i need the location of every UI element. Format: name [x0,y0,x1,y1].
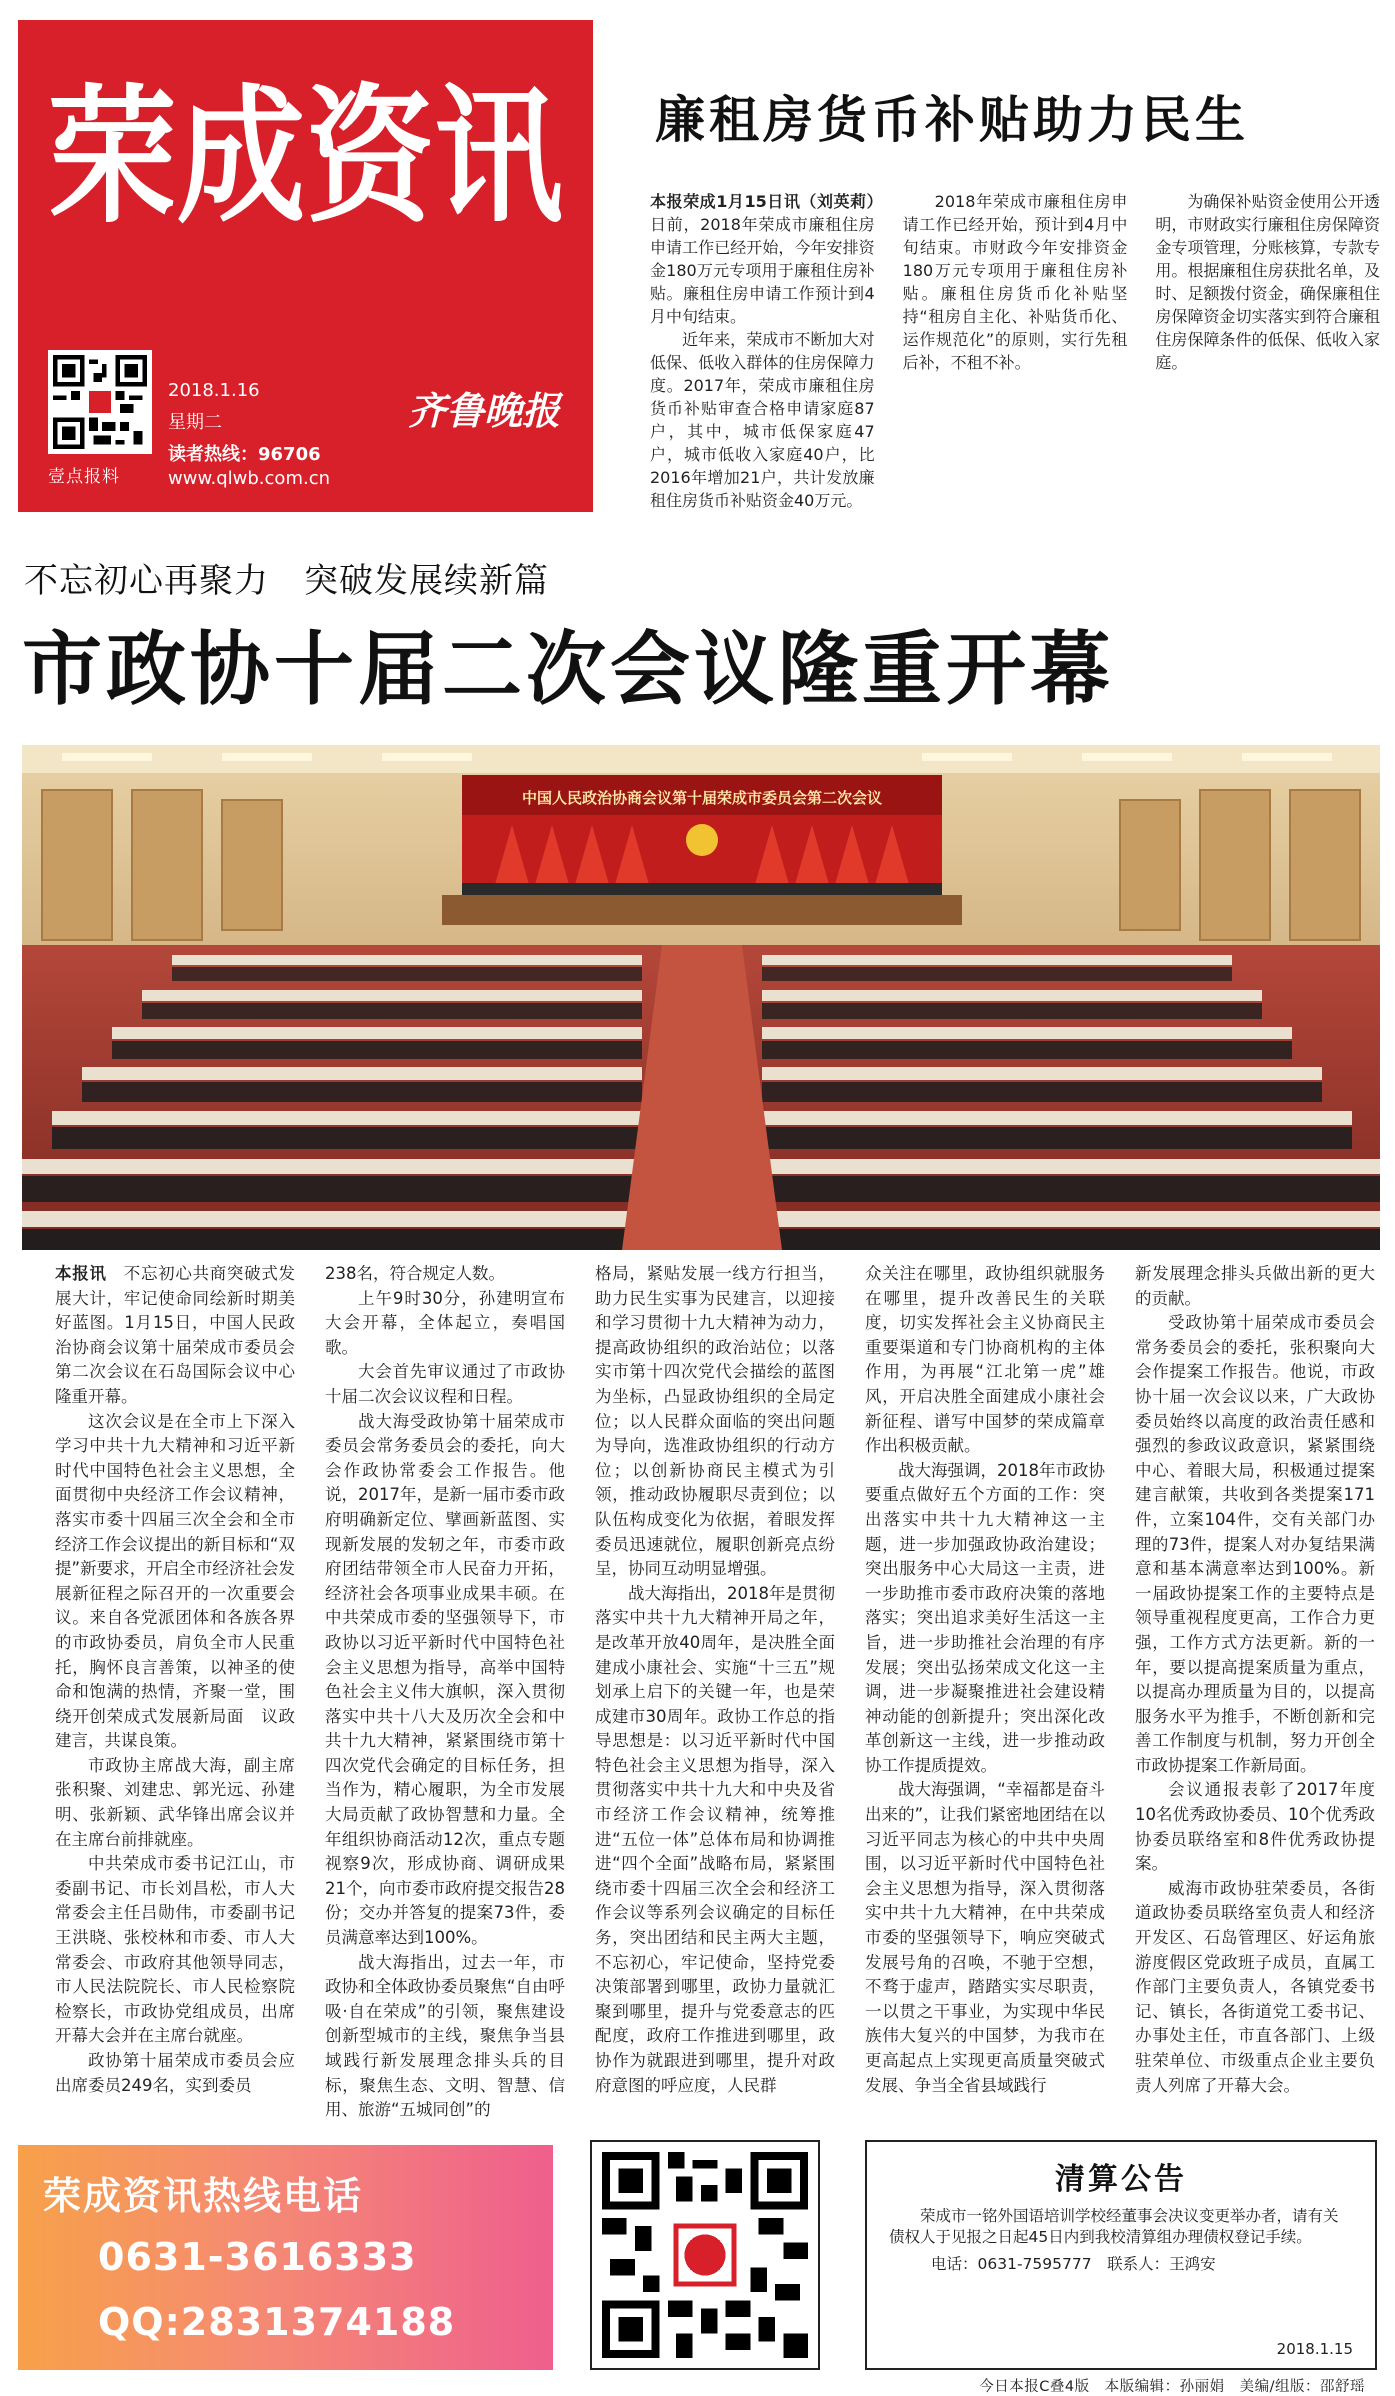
top-story-byline: 本报荣成1月15日讯（刘英莉） [650,192,875,211]
top-story-paragraph: 为确保补贴资金使用公开透明，市财政实行廉租住房保障资金专项管理，分账核算，专款专用。根据廉租住房获批名单，及时、足额拨付资金，确保廉租住房保障资金切实落实到符合廉租住房保障条件的低保、低收入家庭。 [1155,192,1381,372]
article-column-4 [865,1262,1105,2122]
article-paragraph: 战大海指出，2018年是贯彻落实中共十九大精神开局之年，是改革开放40周年，是决胜全面建成小康社会、实施“十三五”规划承上启下的关键一年，也是荣成建市30周年。政协工作总的指导思想是：以习近平新时代中国特色社会主义思想为指导，深入贯彻落实中共十九大和中央及省市经济工作会议精神，统筹推进“五位一体”总体布局和协调推进“四个全面”战略布局，紧紧围绕市委十四届三次全会和经济工作会议等系列会议确定的目标任务，突出团结和民主两大主题，不忘初心，牢记使命，坚持党委决策部署到哪里，政协力量就汇聚到哪里，提升与党委意志的匹配度，政府工作推进到哪里，政协作为就跟进到哪里，提升对政府意图的呼应度，人民群 [595,1583,835,2095]
hotline-phone-number[interactable]: 0631-3616333 [98,2235,417,2279]
article-paragraph: 大会首先审议通过了市政协十届二次会议议程和日程。 [325,1362,565,1406]
logo-main-text: 荣成资讯 [48,71,563,243]
newspaper-brand: 齐鲁晚报 [408,388,561,433]
article-paragraph: 238名，符合规定人数。 [325,1264,505,1283]
qr-code-icon [53,355,147,449]
notice-contact: 电话：0631-7595777 联系人：王鸿安 [931,2255,1216,2273]
article-paragraph: 战大海强调，“幸福都是奋斗出来的”，让我们紧密地团结在以习近平同志为核心的中共中央周围，以习近平新时代中国特色社会主义思想为指导，深入贯彻落实中共十九大精神，在中共荣成市委的坚强领导下，响应突破式发展号角的召唤，不驰于空想，不骛于虚声，踏踏实实尽职责，一以贯之干事业，为实现中华民族伟大复兴的中国梦，为我市在更高起点上实现更高质量突破式发展、争当全省县域践行 [865,1780,1105,2095]
article-paragraph: 中共荣成市委书记江山，市委副书记、市长刘昌松，市人大常委会主任吕勋伟，市委副书记王洪晓、张校林和市委、市人大常委会、市政府其他领导同志，市人民法院院长、市人民检察院检察长，市政协党组成员，出席开幕大会并在主席台就座。 [55,1854,295,2046]
main-story-kicker: 不忘初心再聚力 突破发展续新篇 [24,561,549,601]
article-paragraph: 会议通报表彰了2017年度10名优秀政协委员、10个优秀政协委员联络室和8件优秀政协提案。 [1135,1780,1375,1874]
article-paragraph: 众关注在哪里，政协组织就服务在哪里，提升改善民生的关联度，切实发挥社会主义协商民主重要渠道和专门协商机构的主体作用，为再展“江北第一虎”雄风，开启决胜全面建成小康社会新征程、谱写中国梦的荣成篇章作出积极贡献。 [865,1264,1105,1456]
top-story-column-1 [650,190,875,510]
masthead [18,20,593,512]
top-story-column-2 [903,190,1128,500]
logo-graphic [48,58,568,248]
article-paragraph: 战大海强调，2018年市政协要重点做好五个方面的工作：突出落实中共十九大精神这一主题，进一步加强政协政治建设；突出服务中心大局这一主责，进一步助推市委市政府决策的落地落实；突出追求美好生活这一主旨，进一步助推社会治理的有序发展；突出弘扬荣成文化这一主调，进一步凝聚推进社会建设精神动能的创新提升；突出深化改革创新这一主线，进一步推动政协工作提质提效。 [865,1460,1105,1775]
hotline-advertisement [18,2145,553,2370]
qr-code-box[interactable] [590,2140,820,2370]
conference-hall-photo [22,745,1380,1250]
issue-date: 2018.1.16 [168,380,260,401]
issue-weekday: 星期二 [168,412,222,433]
article-byline: 本报讯 [55,1264,107,1283]
masthead-info [48,350,563,500]
article-paragraph: 市政协主席战大海，副主席张积聚、刘建忠、郭光远、孙建明、张新颖、武华锋出席会议并在主席台前排就座。 [55,1755,295,1849]
website-link[interactable]: www.qlwb.com.cn [168,468,330,489]
article-column-5 [1135,1262,1375,2122]
top-story-paragraph: 2018年荣成市廉租住房申请工作已经开始，预计到4月中旬结束。市财政今年安排资金180万元专项用于廉租住房补贴。廉租住房货币化补贴坚持“租房自主化、补贴货币化、运作规范化”的原则，实行先租后补，不租不补。 [902,192,1128,372]
main-story-body [55,1262,1375,2122]
reader-hotline: 读者热线：96706 [168,444,321,465]
conference-photo-illustration [22,745,1380,1250]
qr-code-icon [602,2152,808,2358]
article-column-2 [325,1262,565,2122]
notice-date: 2018.1.15 [1276,2340,1353,2358]
top-story-headline: 廉租房货币补贴助力民生 [655,91,1249,149]
top-story-paragraph: 近年来，荣成市不断加大对低保、低收入群体的住房保障力度。2017年，荣成市廉租住房货币补贴审查合格申请家庭87户，其中，城市低保家庭47户，城市低收入家庭40户，比2016年增加21户，共计发放廉租住房货币补贴资金40万元。 [650,330,875,510]
article-paragraph: 格局，紧贴发展一线方行担当，助力民生实事为民建言，以迎接和学习贯彻十九大精神为动力，提高政协组织的政治站位；以落实市第十四次党代会描绘的蓝图为坐标，凸显政协组织的全局定位；以人民群众面临的突出问题为导向，选准政协组织的行动方位；以创新协商民主模式为引领，推动政协履职尽责到位；以队伍构成变化为依据，着眼发挥委员迅速就位，履职创新亮点纷呈，协同互动明显增强。 [595,1264,835,1579]
top-story-paragraph: 日前，2018年荣成市廉租住房申请工作已经开始，今年安排资金180万元专项用于廉租住房补贴。廉租住房申请工作预计到4月中旬结束。 [650,215,875,326]
article-lead [55,1262,295,1410]
article-paragraph: 不忘初心共商突破式发展大计，牢记使命同绘新时期美好蓝图。1月15日，中国人民政治协商会议第十届荣成市委员会第二次会议在石岛国际会议中心隆重开幕。 [55,1264,296,1406]
notice-body: 荣成市一铭外国语培训学校经董事会决议变更举办者，请有关债权人于见报之日起45日内到我校清算组办理债权登记手续。 [889,2207,1339,2246]
article-column-1 [55,1262,295,2122]
hotline-qq-number[interactable]: QQ:2831374188 [98,2300,456,2344]
page-footer-credits: 今日本报C叠4版 本版编辑：孙丽娟 美编/组版：邵舒瑶 [979,2379,1365,2395]
main-story-headline: 市政协十届二次会议隆重开幕 [22,623,1114,716]
top-story-column-3 [1155,190,1380,500]
top-story-lead [650,190,875,328]
article-paragraph: 新发展理念排头兵做出新的更大的贡献。 [1135,1264,1375,1308]
notice-title: 清算公告 [1055,2162,1187,2197]
article-paragraph: 威海市政协驻荣委员，各街道政协委员联络室负责人和经济开发区、石岛管理区、好运角旅游度假区党政班子成员，直属工作部门主要负责人，各镇党委书记、镇长，各街道党工委书记、办事处主任，市直各部门、上级驻荣单位、市级重点企业主要负责人列席了开幕大会。 [1135,1878,1375,2095]
article-paragraph: 政协第十届荣成市委员会应出席委员249名，实到委员 [55,2051,295,2095]
liquidation-notice [865,2140,1377,2370]
masthead-logo [48,58,568,248]
article-column-3 [595,1262,835,2122]
hotline-title: 荣成资讯热线电话 [43,2174,364,2218]
top-story-body [650,190,1381,510]
article-paragraph: 上午9时30分，孙建明宣布大会开幕，全体起立，奏唱国歌。 [325,1288,565,1357]
article-paragraph: 受政协第十届荣成市委员会常务委员会的委托，张积聚向大会作提案工作报告。他说，市政协十届一次会议以来，广大政协委员始终以高度的政治责任感和强烈的参政议政意识，紧紧围绕中心、着眼大局，积极通过提案建言献策，共收到各类提案171件，立案104件，交有关部门办理的73件，提案人对办复结果满意和基本满意率达到100%。新一届政协提案工作的主要特点是领导重视程度更高，工作合力更强，工作方式方法更新。新的一年，要以提高提案质量为重点，以提高办理质量为目的，以提高服务水平为推手，不断创新和完善工作制度与机制，努力开创全市政协提案工作新局面。 [1135,1313,1375,1775]
masthead-qr-code[interactable] [48,350,152,454]
qr-caption: 壹点报料 [48,467,120,487]
article-paragraph: 这次会议是在全市上下深入学习中共十九大精神和习近平新时代中国特色社会主义思想，全面贯彻中央经济工作会议精神，落实市委十四届三次全会和全市经济工作会议提出的新目标和“双提”新要求，开启全市经济社会发展新征程之际召开的一次重要会议。来自各党派团体和各族各界的市政协委员，肩负全市人民重托，胸怀良言善策，以神圣的使命和饱满的热情，齐聚一堂，围绕开创荣成式发展新局面 议政建言，共谋良策。 [55,1411,295,1751]
photo-banner-text: 中国人民政治协商会议第十届荣成市委员会第二次会议 [521,789,883,807]
article-paragraph: 战大海指出，过去一年，市政协和全体政协委员聚焦“自由呼吸·自在荣成”的引领，聚焦建设创新型城市的主线，聚焦争当县域践行新发展理念排头兵的目标，聚焦生态、文明、智慧、信用、旅游“五城同创”的 [325,1952,565,2120]
article-paragraph: 战大海受政协第十届荣成市委员会常务委员会的委托，向大会作政协常委会工作报告。他说，2017年，是新一届市委市政府明确新定位、擘画新蓝图、实现新发展的发轫之年，市委市政府团结带领全市人民奋力开拓，经济社会各项事业成果丰硕。在中共荣成市委的坚强领导下，市政协以习近平新时代中国特色社会主义思想为指导，高举中国特色社会主义伟大旗帜，深入贯彻落实中共十八大及历次全会和中共十九大精神，紧紧围绕市第十四次党代会确定的目标任务，担当作为，精心履职，为全市发展大局贡献了政协智慧和力量。全年组织协商活动12次，重点专题视察9次，形成协商、调研成果21个，向市委市政府提交报告28份；交办并答复的提案73件，委员满意率达到100%。 [325,1411,565,1948]
